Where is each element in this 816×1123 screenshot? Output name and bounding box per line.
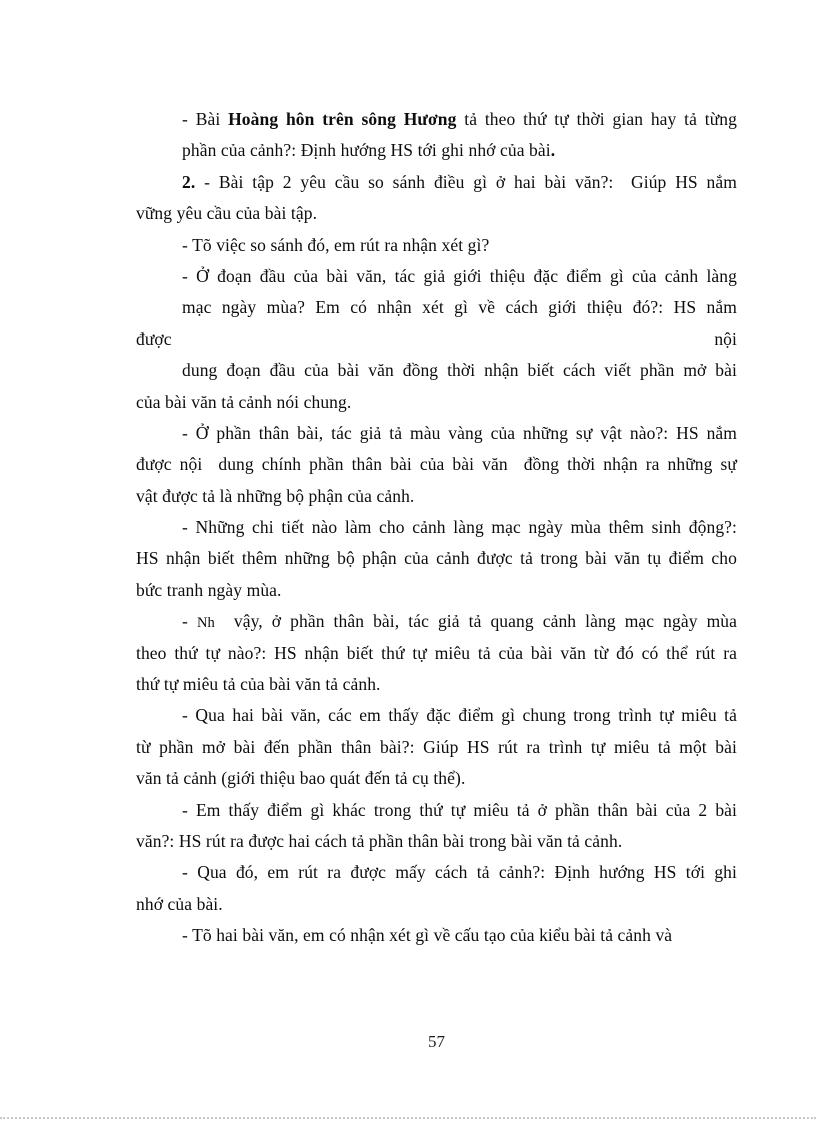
text-line [136, 795, 737, 826]
text-line [136, 575, 737, 606]
text-line [136, 857, 737, 888]
text-line [136, 167, 737, 198]
text-segment: theo thứ tự nào?: HS nhận biết thứ tự miêu tả của bài văn từ đó có thể rút ra [136, 642, 737, 663]
bold-text-segment: 2. [182, 171, 196, 192]
text-segment: vật được tả là những bộ phận của cảnh. [136, 485, 415, 506]
text-segment: - Em thấy điểm gì khác trong thứ tự miêu tả ở phần thân bài của 2 bài [182, 799, 737, 820]
text-line [136, 481, 737, 512]
text-segment: - [182, 611, 197, 632]
text-line [136, 826, 737, 857]
text-line [136, 261, 737, 292]
text-segment: - Qua hai bài văn, các em thấy đặc điểm gì chung trong trình tự miêu tả [182, 705, 737, 726]
text-line [136, 889, 737, 920]
text-line [136, 700, 737, 731]
text-line [136, 135, 737, 166]
bold-text-segment: Hoàng hôn trên sông Hương [228, 109, 457, 129]
text-line [136, 292, 737, 323]
text-line [136, 418, 737, 449]
text-line [136, 387, 737, 418]
text-line [136, 355, 737, 386]
text-line [136, 512, 737, 543]
text-segment: - Ở phần thân bài, tác giả tả màu vàng của những sự vật nào?: HS nắm [182, 422, 737, 443]
text-segment: - Ở đoạn đầu của bài văn, tác giả giới thiệu đặc điểm gì của cảnh làng [182, 265, 737, 286]
text-segment: vững yêu cầu của bài tập. [136, 203, 318, 224]
page-bottom-divider [0, 1117, 816, 1119]
text-segment: văn?: HS rút ra được hai cách tả phần thân bài trong bài văn tả cảnh. [136, 830, 623, 851]
page-number: 57 [428, 1032, 445, 1051]
text-segment: - Những chi tiết nào làm cho cảnh làng mạc ngày mùa thêm sinh động?: [182, 517, 737, 538]
text-segment: Nh [196, 615, 215, 632]
text-line [136, 669, 737, 700]
text-segment: được nội dung chính phần thân bài của bài văn đồng thời nhận ra những sự [136, 454, 737, 475]
text-segment: - Bài tập 2 yêu cầu so sánh điều gì ở hai bài văn?: Giúp HS nắm [195, 171, 737, 192]
text-segment: nhớ của bài. [136, 893, 223, 914]
text-segment: HS nhận biết thêm những bộ phận của cảnh được tả trong bài văn tụ điểm cho [136, 548, 737, 569]
text-segment: được [136, 328, 172, 349]
text-segment: tả theo thứ tự thời gian hay tả từng [456, 109, 737, 129]
text-segment: phần của cảnh?: Định hướng HS tới ghi nhớ của bài [182, 140, 551, 161]
text-segment: bức tranh ngày mùa. [136, 579, 282, 600]
text-line [136, 763, 737, 794]
text-segment: vậy, ở phần thân bài, tác giả tả quang cảnh làng mạc ngày mùa [224, 611, 737, 632]
text-line [136, 543, 737, 574]
text-line [136, 104, 737, 135]
text-segment: - Bài [182, 109, 229, 129]
text-segment: - Qua đó, em rút ra được mấy cách tả cảnh?: Định hướng HS tới ghi [182, 862, 737, 883]
text-line [136, 920, 737, 951]
text-segment: mạc ngày mùa? Em có nhận xét gì về cách giới thiệu đó?: HS nắm [182, 297, 737, 318]
text-segment: - Tõ hai bài văn, em có nhận xét gì về cấu tạo của kiểu bài tả cảnh và [182, 925, 673, 946]
text-segment: nội [714, 328, 737, 349]
text-segment: - Tõ việc so sánh đó, em rút ra nhận xét gì? [182, 234, 490, 255]
text-line [136, 198, 737, 229]
text-segment: của bài văn tả cảnh nói chung. [136, 391, 352, 412]
text-segment: thứ tự miêu tả của bài văn tả cảnh. [136, 674, 381, 695]
text-line [136, 324, 737, 355]
bold-text-segment: . [550, 140, 556, 161]
text-line [136, 230, 737, 261]
text-segment: từ phần mở bài đến phần thân bài?: Giúp HS rút ra trình tự miêu tả một bài [136, 736, 737, 757]
text-line [136, 638, 737, 669]
document-lines [136, 104, 737, 952]
text-line [136, 449, 737, 480]
text-line [136, 606, 737, 637]
text-segment: văn tả cảnh (giới thiệu bao quát đến tả cụ thể). [136, 768, 466, 789]
text-line [136, 732, 737, 763]
text-segment: dung đoạn đầu của bài văn đồng thời nhận biết cách viết phần mở bài [182, 360, 737, 381]
